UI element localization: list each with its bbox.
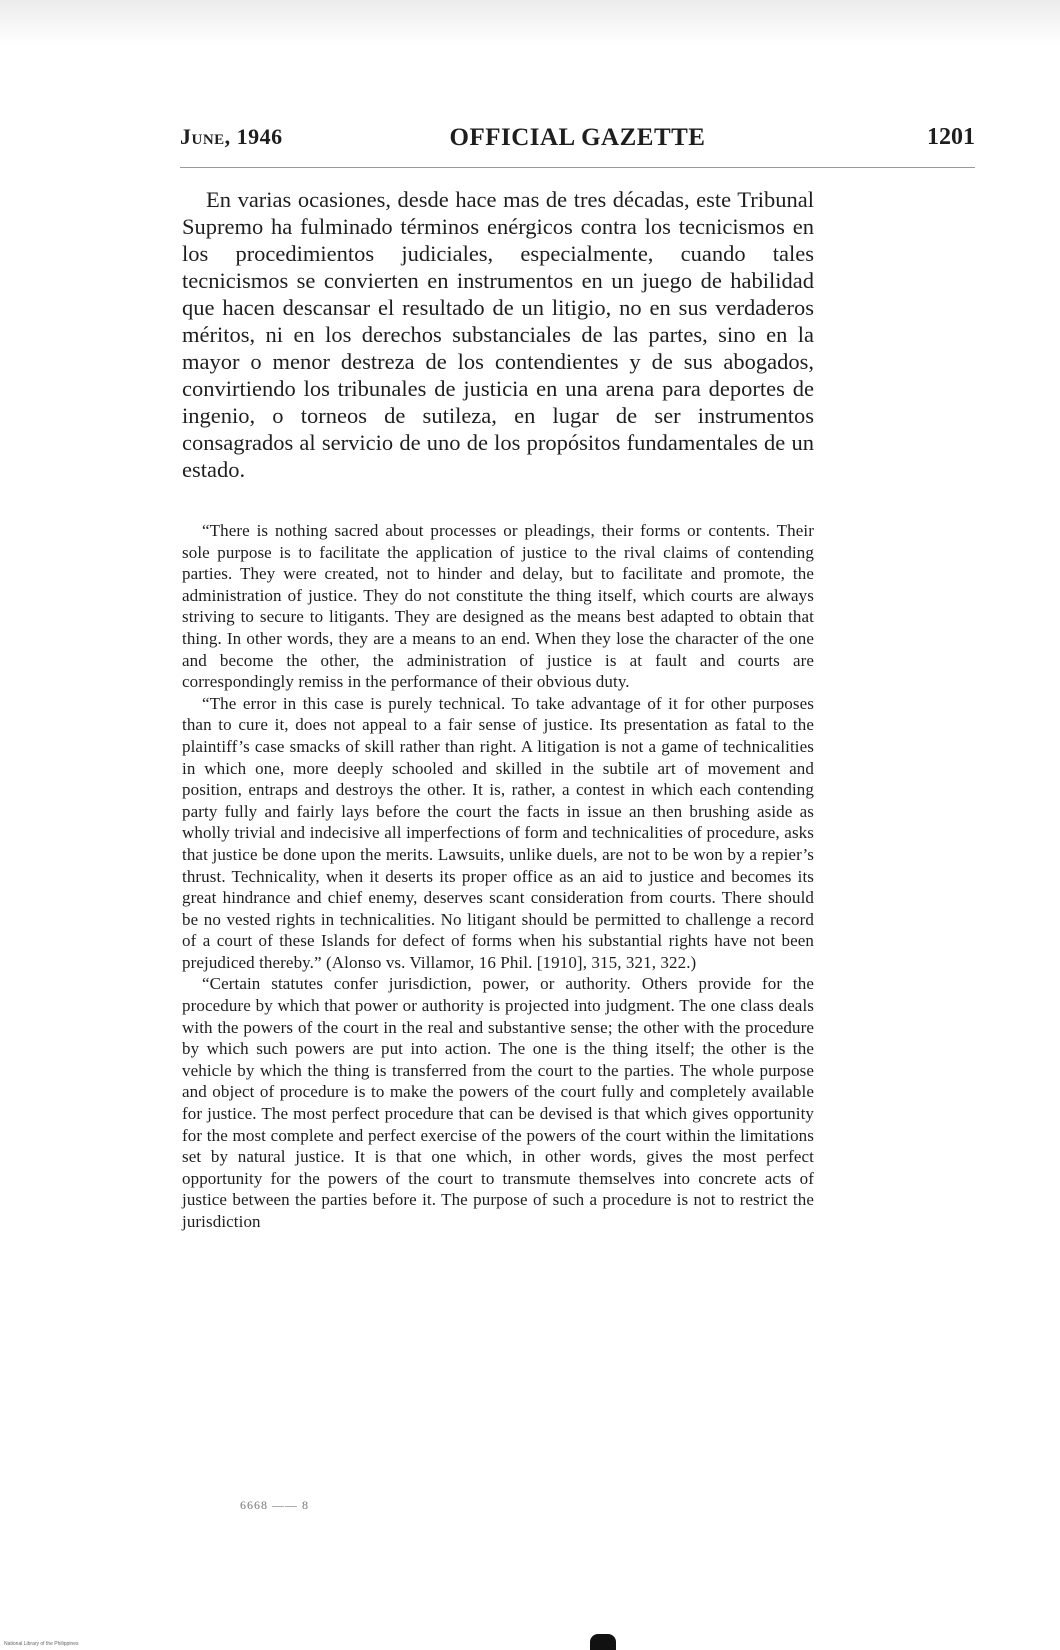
printer-signature-mark: 6668 —— 8	[240, 1498, 309, 1512]
publication-title: OFFICIAL GAZETTE	[449, 124, 706, 151]
spanish-paragraph: En varias ocasiones, desde hace mas de tres décadas, este Tribunal Supremo ha fulminado términos enérgicos contra los tecnicismos en los procedimientos judiciales, especialmente, cuando tales tecnicismos se convierten en instrumentos en un juego de habilidad que hacen descansar el resultado de un litigio, no en sus verdaderos méritos, ni en los derechos substanciales de las partes, sino en la mayor o menor destreza de los contendientes y de sus abogados, convirtiendo los tribunales de justicia en una arena para deportes de ingenio, o torneos de sutileza, en lugar de ser instrumentos consagrados al servicio de uno de los propósitos fundamentales de un estado.	[182, 187, 814, 482]
library-credit: National Library of the Philippines	[4, 1641, 79, 1647]
quote-paragraph: “Certain statutes confer jurisdiction, power, or authority. Others provide for the procedure by which that power or authority is projected into judgment. The one class deals with the powers of the court in the real and substantive sense; the other with the procedure by which such powers are put into action. The one is the thing itself; the other is the vehicle by which the thing is transferred from the court to the parties. The whole purpose and object of procedure is to make the powers of the court fully and completely available for justice. The most perfect procedure that can be devised is that which gives opportunity for the most complete and perfect exercise of the powers of the court within the limitations set by natural justice. It is that one which, in other words, gives the most perfect opportunity for the powers of the court to transmute themselves into concrete acts of justice between the parties before it. The purpose of such a procedure is not to restrict the jurisdiction	[182, 974, 814, 1231]
quote-paragraph: “The error in this case is purely technical. To take advantage of it for other purposes than to cure it, does not appeal to a fair sense of justice. Its presentation as fatal to the plaintiff’s case smacks of skill rather than right. A litigation is not a game of technicalities in which one, more deeply schooled and skilled in the subtile art of movement and position, entraps and destroys the other. It is, rather, a contest in which each contending party fully and fairly lays before the court the facts in issue an then brushing aside as wholly trivial and indecisive all imperfections of form and technicalities of procedure, asks that justice be done upon the merits. Lawsuits, unlike duels, are not to be won by a repier’s thrust. Technicality, when it deserts its proper office as an aid to justice and becomes its great hindrance and chief enemy, deserves scant consideration from courts. There should be no vested rights in technicalities. No litigant should be permitted to challenge a record of a court of these Islands for defect of forms when his substantial rights have not been prejudiced thereby.” (Alonso vs. Villamor, 16 Phil. [1910], 315, 321, 322.)	[182, 693, 814, 972]
scan-shadow	[0, 0, 1060, 46]
header-rule	[180, 167, 975, 168]
page-header	[180, 120, 975, 160]
issue-date: June, 1946	[180, 124, 283, 149]
scan-blot	[590, 1634, 616, 1650]
page-number: 1201	[927, 124, 975, 150]
quote-paragraph: “There is nothing sacred about processes or pleadings, their forms or contents. Their sole purpose is to facilitate the application of justice to the rival claims of contending parties. They were created, not to hinder and delay, but to facilitate and promote, the administration of justice. They do not constitute the thing itself, which courts are always striving to secure to litigants. They are designed as the means best adapted to obtain that thing. In other words, they are a means to an end. When they lose the character of the one and become the other, the administration of justice is at fault and courts are correspondingly remiss in the performance of their obvious duty.	[182, 521, 814, 692]
quoted-passages	[182, 520, 814, 1233]
